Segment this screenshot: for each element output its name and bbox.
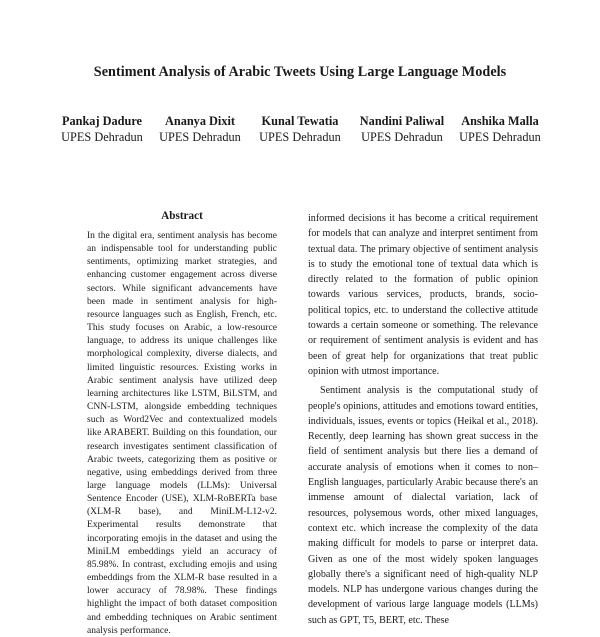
author-name: Kunal Tewatia	[261, 114, 339, 128]
right-column	[308, 211, 538, 628]
left-column	[87, 210, 277, 637]
author-4	[360, 113, 444, 145]
paper-title: Sentiment Analysis of Arabic Tweets Using Large Language Models	[93, 64, 507, 80]
author-name: Pankaj Dadure	[61, 114, 143, 128]
author-name: Ananya Dixit	[164, 114, 236, 128]
author-affiliation: UPES Dehradun	[361, 130, 443, 144]
abstract-heading: Abstract	[161, 210, 203, 222]
author-3	[259, 113, 341, 145]
abstract-text: In the digital era, sentiment analysis has become an indispensable tool for understanding public sentiments, optimizing market strategies, and enhancing customer engagement across diverse sectors. While significant advancements have been made in sentiment analysis for high-resource languages such as English, French, etc. This study focuses on Arabic, a low-resource language, to address its unique challenges like morphological complexity, diverse dialects, and limited linguistic resources. Existing works in Arabic sentiment analysis have utilized deep learning architectures like LSTM, BiLSTM, and CNN-LSTM, alongside embedding techniques such as Word2Vec and contextualized models like ARABERT. Building on this foundation, our research investigates sentiment classification of Arabic tweets, categorizing them as positive or negative, using embeddings derived from three large language models (LLMs): Universal Sentence Encoder (USE), XLM-RoBERTa base (XLM-R base), and MiniLM-L12-v2. Experimental results demonstrate that incorporating emojis in the dataset and using the MiniLM embeddings yield an accuracy of 85.98%. In contrast, excluding emojis and using embeddings from the XLM-R base resulted in a lower accuracy of 78.98%. These findings highlight the impact of both dataset composition and embedding techniques on Arabic sentiment analysis performance.	[87, 230, 277, 636]
author-affiliation: UPES Dehradun	[61, 130, 143, 144]
author-affiliation: UPES Dehradun	[159, 130, 241, 144]
author-1	[61, 113, 143, 145]
author-5	[459, 113, 541, 145]
author-list	[0, 113, 600, 147]
author-2	[159, 113, 241, 145]
author-name: Anshika Malla	[461, 114, 539, 128]
body-paragraph: Sentiment analysis is the computational study of people's opinions, attitudes and emotions toward entities, individuals, issues, events or topics (Heikal et al., 2018). Recently, deep learning has shown great success in the field of sentiment analysis but there lies a demand of accurate analysis of emotions when it comes to non–English languages, particularly Arabic because there's an immense amount of dialectal variation, lack of resources, polysemous words, other mixed languages, context etc. which increase the complexity of the data making difficult for models to parse or interpret data. Given as one of the most widely spoken languages globally there's a significant need of high-quality NLP models. NLP has undergone various changes during the development of various large language models (LLMs) such as GPT, T5, BERT, etc. These	[308, 385, 538, 626]
author-name: Nandini Paliwal	[359, 114, 445, 128]
body-paragraph: informed decisions it has become a critical requirement for models that can analyze and interpret sentiment from textual data. The primary objective of sentiment analysis is to study the emotional tone of textual data which is directly related to the formation of public opinion towards various services, products, brands, socio-political topics, etc. to understand the collective attitude towards a certain someone or something. The relevance or requirement of sentiment analysis is evident and has been of great help for organizations that treat public opinion with utmost importance.	[308, 213, 538, 377]
author-affiliation: UPES Dehradun	[459, 130, 541, 144]
author-affiliation: UPES Dehradun	[259, 130, 341, 144]
